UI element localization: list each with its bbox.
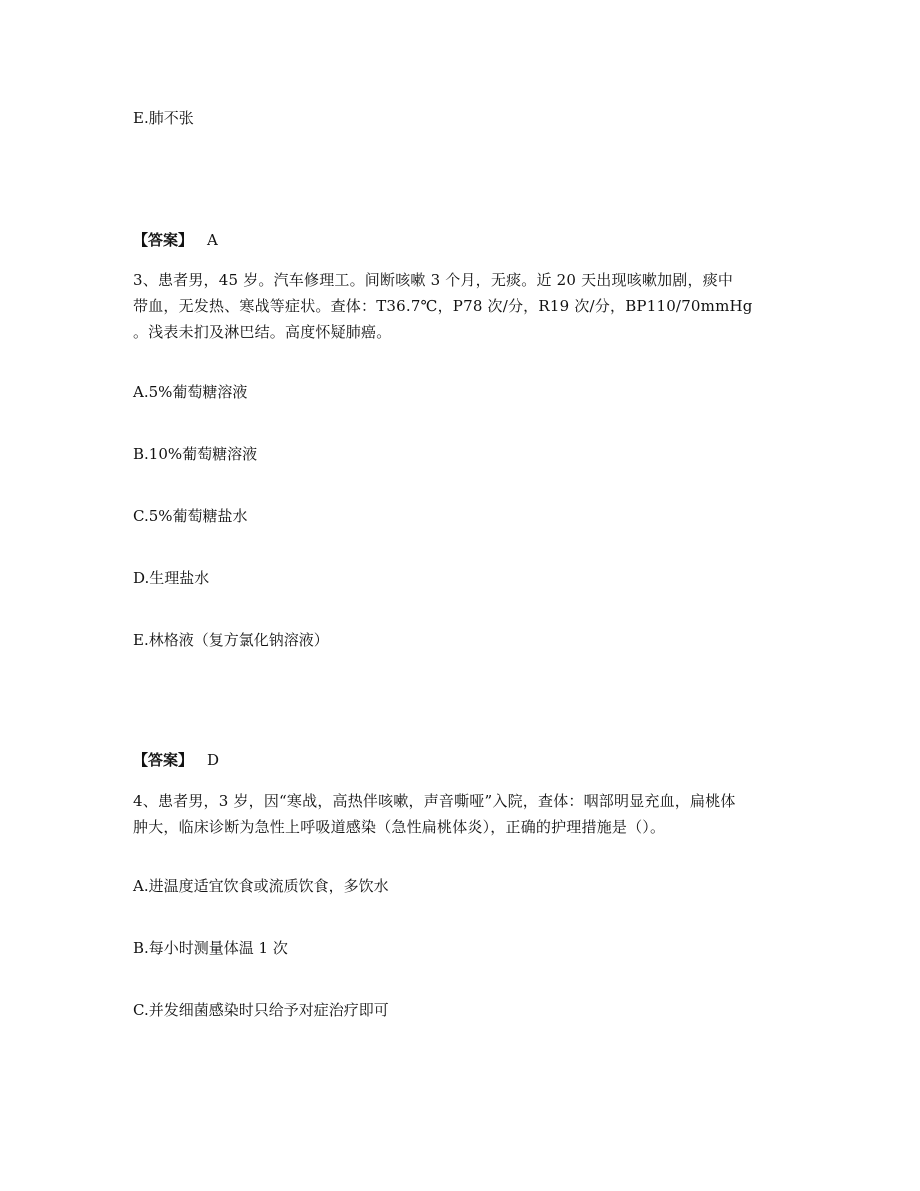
question-3-line-3: 。浅表未扪及淋巴结。高度怀疑肺癌。: [133, 323, 392, 341]
option-a: A.进温度适宜饮食或流质饮食，多饮水: [133, 877, 389, 895]
answer-label: 【答案】: [133, 231, 194, 249]
answer-label: 【答案】: [133, 751, 194, 769]
answer-line-1: [133, 230, 218, 250]
answer-value: D: [207, 751, 220, 769]
option-b: B.每小时测量体温 1 次: [133, 939, 288, 957]
option-d: D.生理盐水: [133, 569, 210, 587]
option-c: C.并发细菌感染时只给予对症治疗即可: [133, 1001, 389, 1019]
question-4-line-2: 肿大，临床诊断为急性上呼吸道感染（急性扁桃体炎），正确的护理措施是（）。: [133, 818, 666, 836]
option-c: C.5%葡萄糖盐水: [133, 507, 248, 525]
answer-value: A: [207, 231, 218, 249]
option-e-prev: E.肺不张: [133, 109, 194, 127]
question-4-line-1: 4、患者男，3 岁，因“寒战，高热伴咳嗽，声音嘶哑”入院，查体：咽部明显充血，扁桃体: [133, 792, 736, 810]
option-a: A.5%葡萄糖溶液: [133, 383, 248, 401]
option-e: E.林格液（复方氯化钠溶液）: [133, 631, 329, 649]
option-b: B.10%葡萄糖溶液: [133, 445, 258, 463]
question-3-line-1: 3、患者男，45 岁。汽车修理工。间断咳嗽 3 个月，无痰。近 20 天出现咳嗽加剧，痰中: [133, 271, 734, 289]
answer-line-2: [133, 750, 219, 770]
question-3-line-2: 带血，无发热、寒战等症状。查体：T36.7℃，P78 次/分，R19 次/分，BP110/70mmHg: [133, 297, 753, 315]
